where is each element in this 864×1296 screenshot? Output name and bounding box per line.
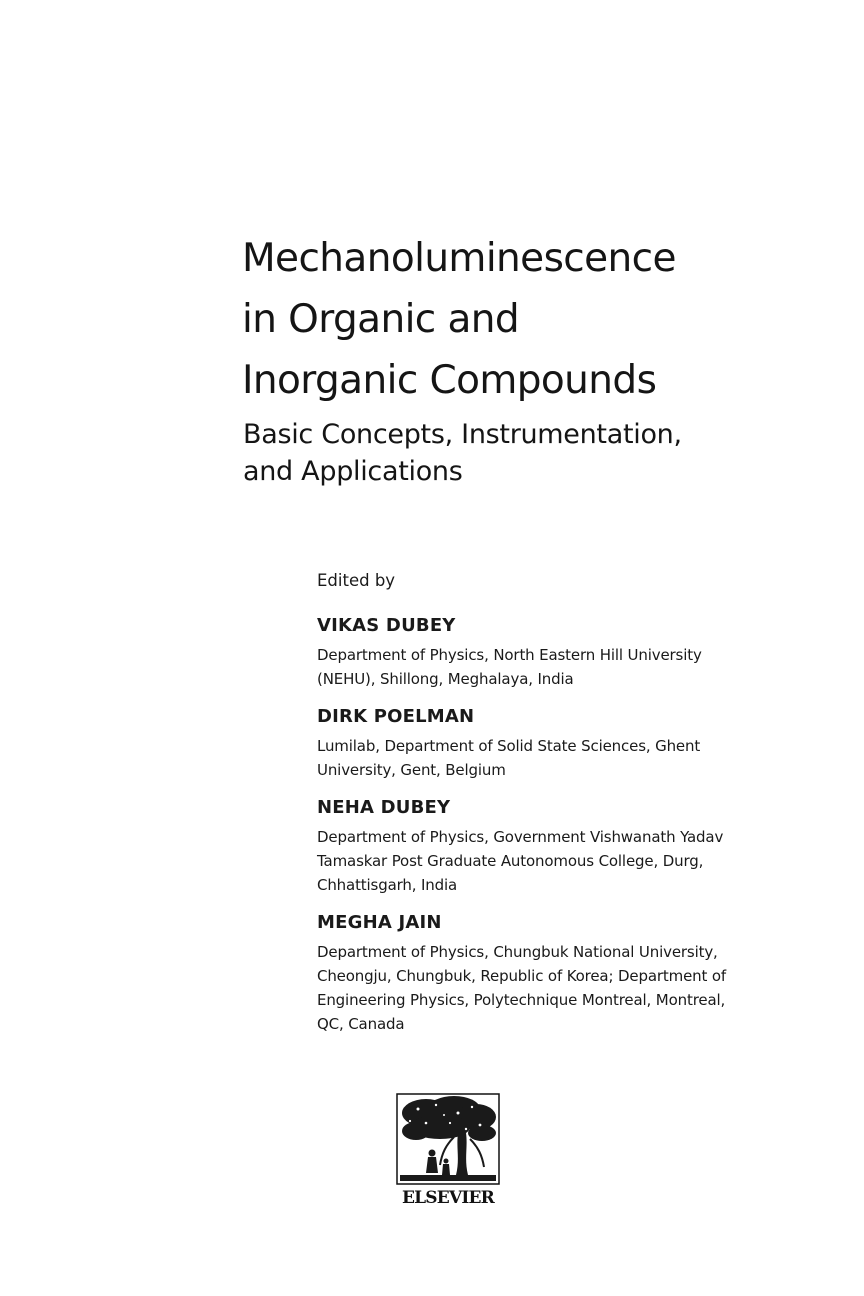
editor-affiliation-line: Department of Physics, Government Vishwanath Yadav: [317, 828, 724, 846]
editor-affiliation-line: Tamaskar Post Graduate Autonomous College, Durg,: [317, 852, 704, 870]
editor-affiliation-line: Department of Physics, Chungbuk National University,: [317, 943, 718, 961]
editor-affiliation-line: University, Gent, Belgium: [317, 761, 506, 779]
editor-affiliation-line: QC, Canada: [317, 1015, 405, 1033]
book-subtitle-line: Basic Concepts, Instrumentation,: [243, 419, 682, 450]
editor-affiliation-line: Lumilab, Department of Solid State Sciences, Ghent: [317, 737, 701, 755]
edited-by-label: Edited by: [317, 571, 396, 590]
editor-name: DIRK POELMAN: [317, 706, 475, 727]
editors-section: [317, 570, 817, 1050]
editor-name: NEHA DUBEY: [317, 797, 451, 818]
editor-name: VIKAS DUBEY: [317, 615, 456, 636]
book-title-line: Inorganic Compounds: [242, 358, 657, 403]
book-title-line: Mechanoluminescence: [242, 236, 676, 281]
editor-affiliation-line: Cheongju, Chungbuk, Republic of Korea; Department of: [317, 967, 727, 985]
publisher-name: ELSEVIER: [402, 1188, 494, 1208]
book-title: [242, 228, 822, 411]
book-subtitle-line: and Applications: [243, 456, 463, 487]
editor-entry: [317, 911, 817, 1036]
editor-affiliation-line: (NEHU), Shillong, Meghalaya, India: [317, 670, 574, 688]
editor-affiliation-line: Engineering Physics, Polytechnique Montreal, Montreal,: [317, 991, 726, 1009]
book-title-line: in Organic and: [242, 297, 520, 342]
editor-name: MEGHA JAIN: [317, 912, 442, 933]
editor-entry: [317, 705, 817, 782]
editor-affiliation-line: Chhattisgarh, India: [317, 876, 458, 894]
editor-affiliation-line: Department of Physics, North Eastern Hill University: [317, 646, 702, 664]
editor-entry: [317, 796, 817, 897]
editor-entry: [317, 614, 817, 691]
book-subtitle: [243, 416, 823, 490]
